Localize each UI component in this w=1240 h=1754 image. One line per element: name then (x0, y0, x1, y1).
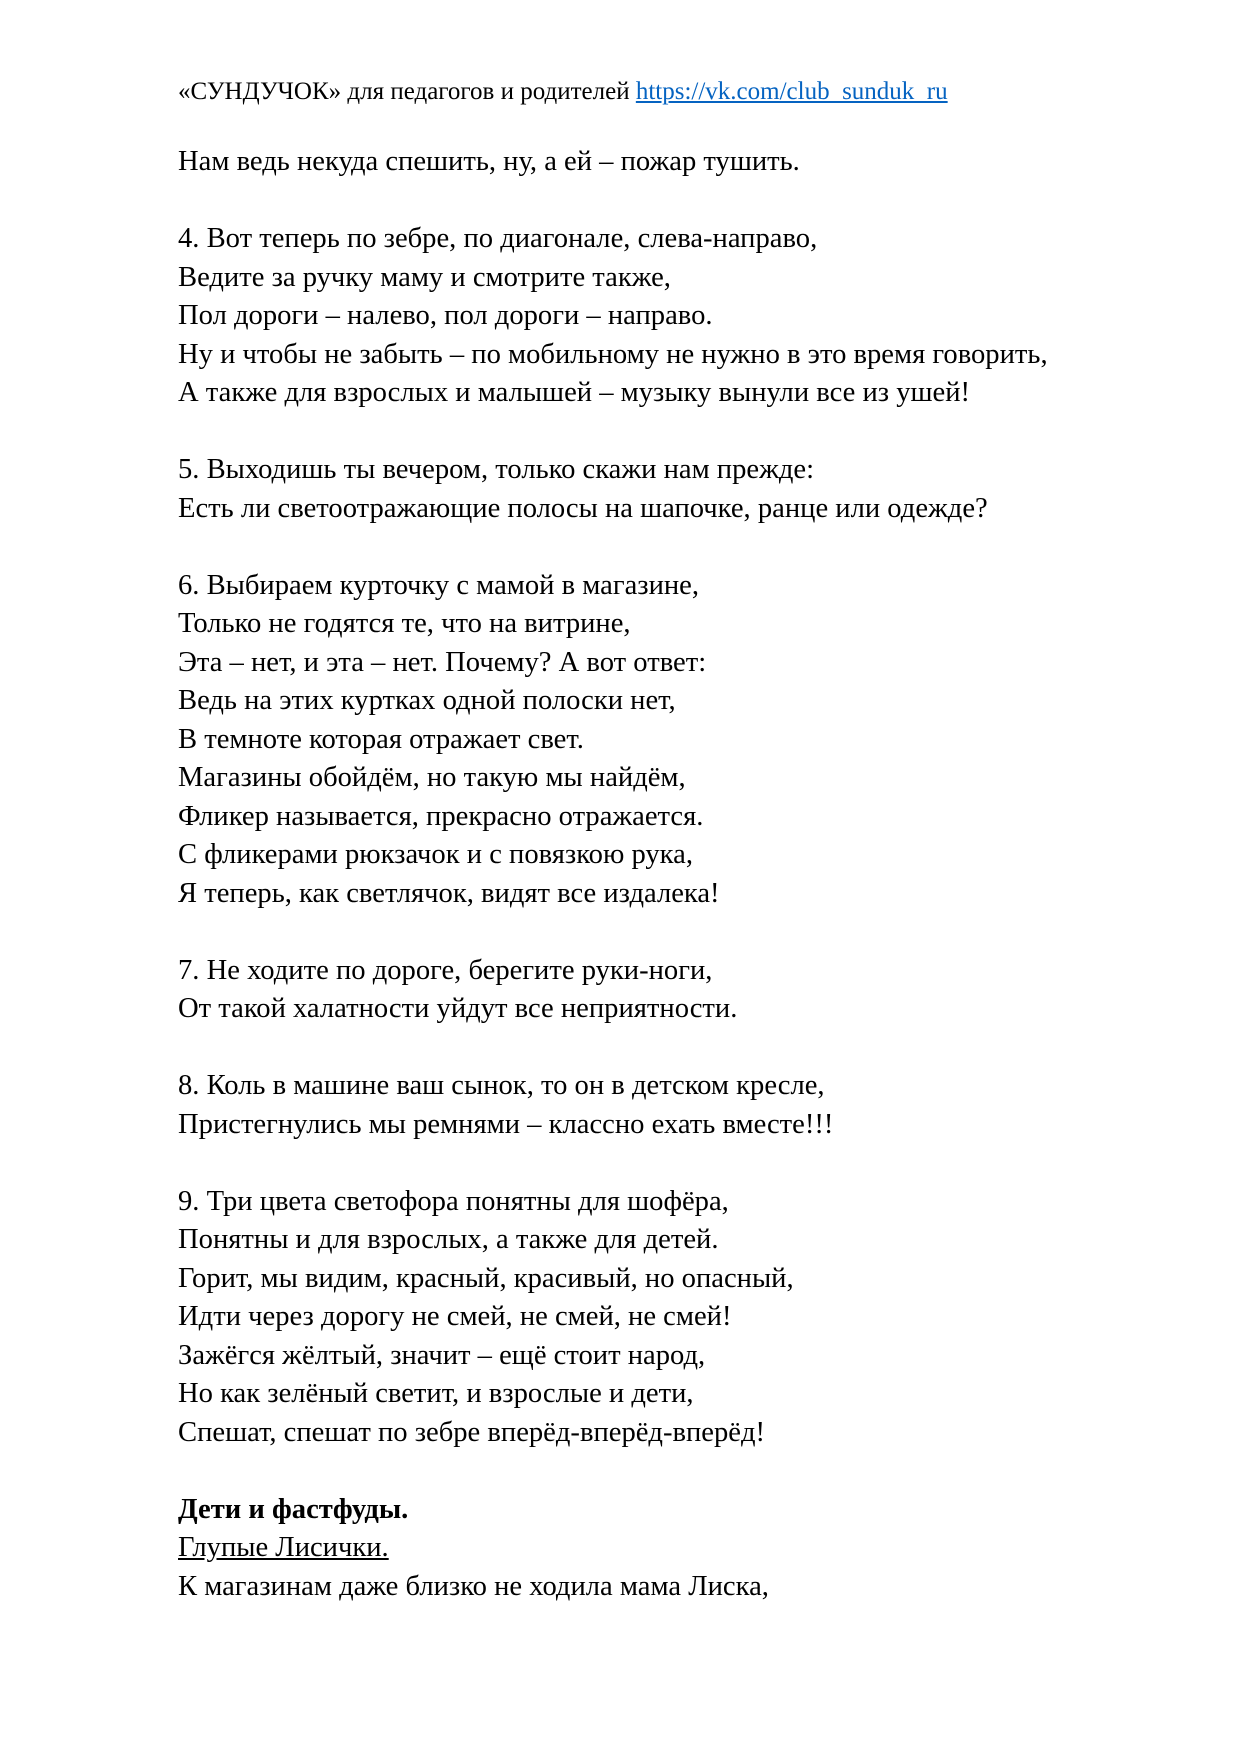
stanza-7-line-1: 7. Не ходите по дороге, берегите руки-ноги, (178, 954, 713, 986)
blank-line (178, 182, 1163, 221)
stanza-6-line-5: В темноте которая отражает свет. (178, 723, 584, 755)
blank-line (178, 913, 1163, 952)
blank-line (178, 1452, 1163, 1491)
blank-line (178, 1029, 1163, 1068)
stanza-9-line-5: Зажёгся жёлтый, значит – ещё стоит народ, (178, 1339, 706, 1371)
blank-line (178, 413, 1163, 452)
stanza-6-line-1: 6. Выбираем курточку с мамой в магазине, (178, 569, 700, 601)
stanza-5-line-2: Есть ли светоотражающие полосы на шапочке, ранце или одежде? (178, 492, 988, 524)
stanza-9 (178, 1183, 1163, 1453)
poem-body (178, 143, 1163, 1606)
stanza-6-line-7: Фликер называется, прекрасно отражается. (178, 800, 704, 832)
section-fastfood (178, 1491, 1163, 1607)
blank-line (178, 528, 1163, 567)
stanza-7 (178, 952, 1163, 1029)
stanza-6-line-4: Ведь на этих куртках одной полоски нет, (178, 685, 676, 716)
stanza-7-line-2: От такой халатности уйдут все неприятности. (178, 993, 738, 1024)
stanza-4-line-5: А также для взрослых и малышей – музыку вынули все из ушей! (178, 377, 971, 408)
section-first-line: К магазинам даже близко не ходила мама Лиска, (178, 1570, 769, 1602)
stanza-8-line-2: Пристегнулись мы ремнями – классно ехать вместе!!! (178, 1108, 834, 1140)
stanza-4 (178, 220, 1163, 413)
stanza-5 (178, 451, 1163, 528)
vk-link[interactable]: https://vk.com/club_sunduk_ru (635, 78, 948, 105)
stanza-6-line-3: Эта – нет, и эта – нет. Почему? А вот ответ: (178, 646, 707, 678)
stanza-9-line-1: 9. Три цвета светофора понятны для шофёра, (178, 1185, 729, 1217)
stanza-6-line-8: С фликерами рюкзачок и с повязкою рука, (178, 839, 693, 870)
blank-line (178, 1144, 1163, 1183)
stanza-9-line-3: Горит, мы видим, красный, красивый, но опасный, (178, 1262, 794, 1294)
stanza-8 (178, 1067, 1163, 1144)
page-header (178, 76, 1158, 108)
stanza-6-line-9: Я теперь, как светлячок, видят все издалека! (178, 877, 720, 909)
stanza-4-line-1: 4. Вот теперь по зебре, по диагонале, слева-направо, (178, 223, 818, 254)
stanza-4-line-3: Пол дороги – налево, пол дороги – направо. (178, 300, 713, 331)
section-subheading: Глупые Лисички. (178, 1532, 389, 1563)
section-heading: Дети и фастфуды. (178, 1493, 409, 1525)
stanza-9-line-4: Идти через дорогу не смей, не смей, не смей! (178, 1301, 732, 1332)
stanza-6 (178, 567, 1163, 914)
intro-line: Нам ведь некуда спешить, ну, а ей – пожар тушить. (178, 146, 800, 177)
stanza-4-line-2: Ведите за ручку маму и смотрите также, (178, 261, 671, 293)
stanza-8-line-1: 8. Коль в машине ваш сынок, то он в детском кресле, (178, 1070, 825, 1101)
stanza-6-line-2: Только не годятся те, что на витрине, (178, 608, 631, 639)
stanza-6-line-6: Магазины обойдём, но такую мы найдём, (178, 762, 686, 793)
stanza-9-line-7: Спешат, спешат по зебре вперёд-вперёд-вперёд! (178, 1416, 766, 1448)
header-text: «СУНДУЧОК» для педагогов и родителей (178, 78, 636, 105)
stanza-9-line-2: Понятны и для взрослых, а также для детей. (178, 1224, 719, 1255)
stanza-4-line-4: Ну и чтобы не забыть – по мобильному не нужно в это время говорить, (178, 338, 1048, 370)
stanza-5-line-1: 5. Выходишь ты вечером, только скажи нам прежде: (178, 454, 815, 485)
stanza-9-line-6: Но как зелёный светит, и взрослые и дети, (178, 1378, 694, 1409)
